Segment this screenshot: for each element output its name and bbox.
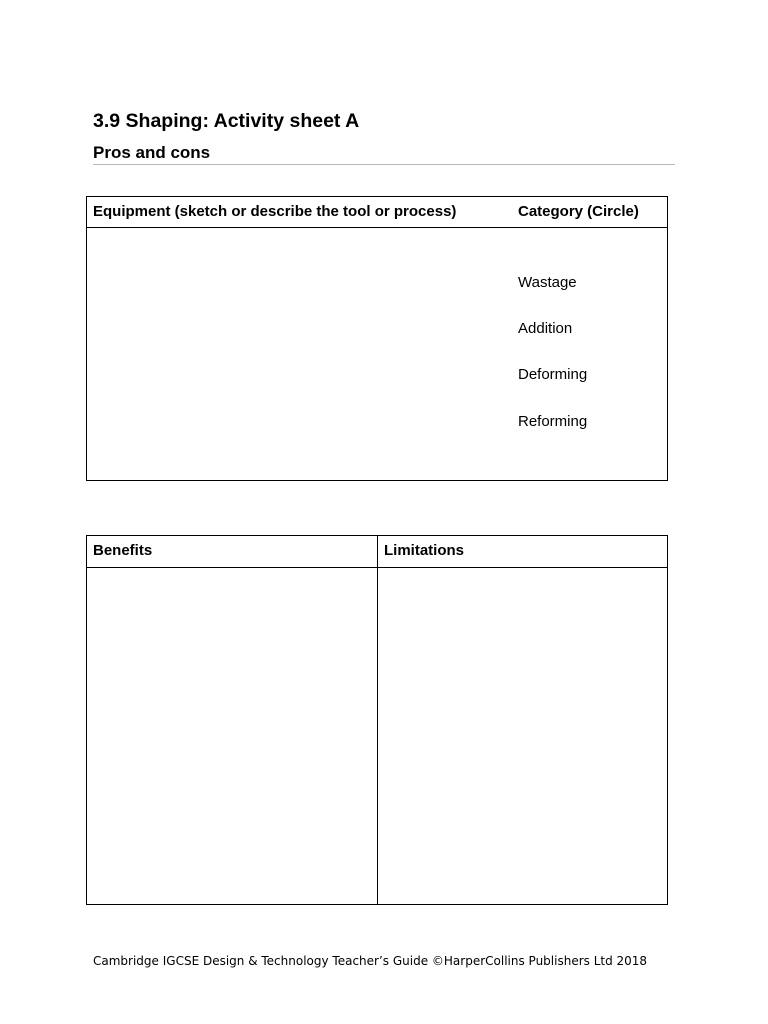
page-subtitle: Pros and cons bbox=[93, 143, 211, 162]
page-title: 3.9 Shaping: Activity sheet A bbox=[93, 110, 360, 132]
equipment-table-header-row bbox=[87, 197, 667, 228]
pros-cons-table bbox=[86, 535, 668, 905]
category-option-wastage[interactable]: Wastage bbox=[518, 274, 577, 291]
category-option-deforming[interactable]: Deforming bbox=[518, 366, 588, 383]
equipment-table bbox=[86, 196, 668, 481]
benefits-column-header: Benefits bbox=[93, 542, 153, 559]
equipment-sketch-area[interactable] bbox=[87, 228, 507, 480]
category-option-reforming[interactable]: Reforming bbox=[518, 413, 588, 430]
subtitle-rule bbox=[93, 164, 675, 165]
category-column-header: Category (Circle) bbox=[518, 203, 639, 220]
limitations-answer-area[interactable] bbox=[378, 568, 667, 904]
equipment-column-header: Equipment (sketch or describe the tool or process) bbox=[93, 203, 457, 220]
category-option-addition[interactable]: Addition bbox=[518, 320, 573, 337]
page-footer: Cambridge IGCSE Design & Technology Teacher’s Guide ©HarperCollins Publishers Ltd 2018 bbox=[93, 954, 648, 968]
benefits-answer-area[interactable] bbox=[87, 568, 377, 904]
limitations-column-header: Limitations bbox=[384, 542, 465, 559]
